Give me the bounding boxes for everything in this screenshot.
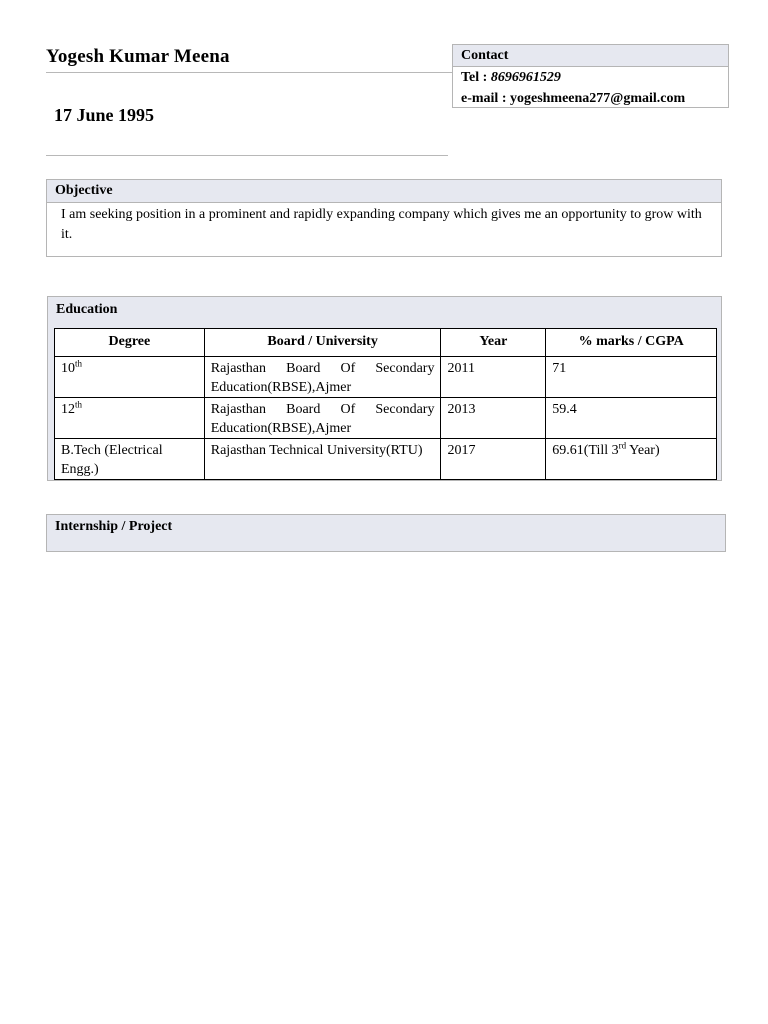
- table-row: [55, 439, 717, 480]
- candidate-name: Yogesh Kumar Meena: [46, 46, 230, 67]
- board-cell: Rajasthan Board Of Secondary Education(RBSE),Ajmer: [204, 398, 441, 439]
- contact-phone: [453, 67, 728, 88]
- degree-cell: B.Tech (Electrical Engg.): [55, 439, 205, 480]
- degree-cell: 10th: [55, 357, 205, 398]
- marks-cell: 59.4: [546, 398, 717, 439]
- email-address[interactable]: yogeshmeena277@gmail.com: [509, 91, 686, 106]
- date-of-birth: 17 June 1995: [54, 105, 155, 125]
- header-bottom-divider: [46, 155, 448, 156]
- contact-title: Contact: [453, 45, 728, 67]
- marks-cell: 69.61(Till 3rd Year): [546, 439, 717, 480]
- objective-title: Objective: [47, 180, 721, 203]
- contact-box: [452, 44, 729, 108]
- column-header-marks: % marks / CGPA: [546, 329, 717, 357]
- marks-cell: 71: [546, 357, 717, 398]
- internship-title: Internship / Project: [47, 515, 725, 538]
- column-header-year: Year: [441, 329, 546, 357]
- objective-section: [46, 179, 722, 257]
- year-cell: 2017: [441, 439, 546, 480]
- email-label: e-mail :: [461, 91, 510, 106]
- board-cell: Rajasthan Board Of Secondary Education(RBSE),Ajmer: [204, 357, 441, 398]
- phone-number[interactable]: 8696961529: [490, 70, 561, 85]
- year-cell: 2013: [441, 398, 546, 439]
- column-header-board: Board / University: [204, 329, 441, 357]
- internship-section: [46, 514, 726, 552]
- education-title: Education: [48, 297, 721, 326]
- board-cell: Rajasthan Technical University(RTU): [204, 439, 441, 480]
- column-header-degree: Degree: [55, 329, 205, 357]
- education-section: [47, 296, 722, 481]
- degree-cell: 12th: [55, 398, 205, 439]
- header-divider: [46, 72, 452, 73]
- phone-label: Tel :: [461, 70, 491, 85]
- table-header-row: [55, 329, 717, 357]
- objective-text: I am seeking position in a prominent and rapidly expanding company which gives me an opportunity to grow with it.: [61, 207, 702, 242]
- education-table: [54, 328, 717, 480]
- year-cell: 2011: [441, 357, 546, 398]
- contact-email: [453, 88, 728, 109]
- table-row: [55, 357, 717, 398]
- table-row: [55, 398, 717, 439]
